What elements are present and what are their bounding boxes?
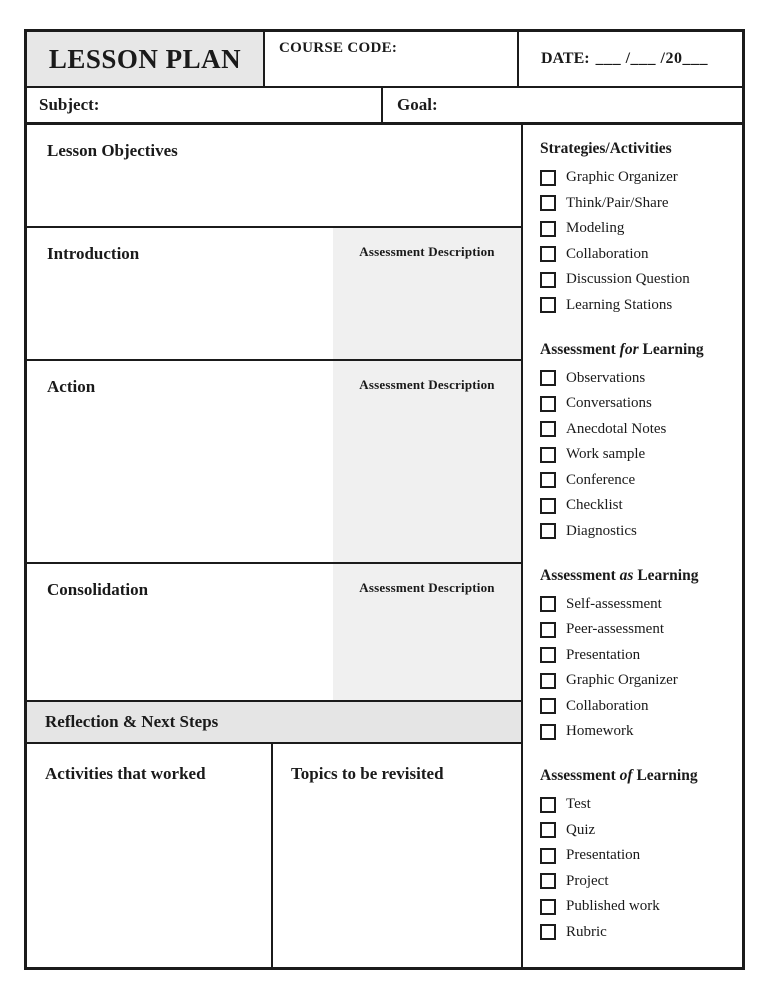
checkbox-label: Presentation <box>566 847 641 863</box>
sidebar <box>523 125 742 967</box>
checkbox-label: Published work <box>566 898 660 914</box>
checkbox[interactable] <box>540 724 556 740</box>
checkbox-label: Collaboration <box>566 245 649 262</box>
checkbox-item[interactable] <box>540 169 732 186</box>
checkbox-label: Anecdotal Notes <box>566 420 667 437</box>
checkbox-item[interactable] <box>540 497 732 514</box>
checkbox-label: Self-assessment <box>566 595 662 612</box>
lesson-objectives-section[interactable] <box>27 125 521 228</box>
assessment-for-learning-heading <box>540 341 732 359</box>
checkbox-item[interactable] <box>540 647 732 664</box>
checkbox-item[interactable] <box>540 621 732 638</box>
reflection-columns <box>27 744 521 967</box>
checkbox[interactable] <box>540 673 556 689</box>
checkbox[interactable] <box>540 421 556 437</box>
checkbox-label: Conversations <box>566 395 652 411</box>
activities-that-worked-cell[interactable] <box>27 744 273 967</box>
checkbox-label: Project <box>566 872 609 889</box>
checkbox[interactable] <box>540 647 556 663</box>
subject-cell[interactable] <box>27 88 383 122</box>
checkbox-label: Presentation <box>566 646 641 663</box>
date-label: DATE: <box>541 50 590 67</box>
reflection-next-steps-header <box>27 702 521 744</box>
page-title: LESSON PLAN <box>27 32 265 86</box>
checkbox-item[interactable] <box>540 873 732 890</box>
checkbox-item[interactable] <box>540 796 732 813</box>
checkbox-label: Modeling <box>566 220 625 236</box>
checkbox[interactable] <box>540 899 556 915</box>
checkbox[interactable] <box>540 370 556 386</box>
checkbox-item[interactable] <box>540 446 732 463</box>
checkbox-item[interactable] <box>540 246 732 263</box>
checkbox-item[interactable] <box>540 271 732 288</box>
introduction-assessment-box[interactable] <box>333 228 521 359</box>
checkbox[interactable] <box>540 523 556 539</box>
checkbox[interactable] <box>540 170 556 186</box>
consolidation-assessment-box[interactable] <box>333 564 521 700</box>
subject-label: Subject: <box>39 95 100 114</box>
checkbox-item[interactable] <box>540 421 732 438</box>
checkbox-label: Think/Pair/Share <box>566 194 669 211</box>
subject-goal-row <box>27 88 742 125</box>
checkbox[interactable] <box>540 822 556 838</box>
checkbox-item[interactable] <box>540 698 732 715</box>
checkbox-label: Test <box>566 796 591 812</box>
checkbox-label: Quiz <box>566 821 596 838</box>
checkbox-item[interactable] <box>540 395 732 412</box>
assessment-of-learning-heading <box>540 767 732 785</box>
checkbox-item[interactable] <box>540 370 732 387</box>
checkbox-item[interactable] <box>540 822 732 839</box>
heading-italic-word: of <box>619 767 633 784</box>
date-blanks: ___ /___ /20___ <box>595 50 708 67</box>
action-title: Action <box>47 377 96 396</box>
heading-italic-word: for <box>619 340 639 358</box>
course-code-cell[interactable] <box>265 32 519 86</box>
checkbox-item[interactable] <box>540 297 732 314</box>
date-cell[interactable] <box>519 32 742 86</box>
checkbox-label: Learning Stations <box>566 296 673 313</box>
checkbox-label: Collaboration <box>566 697 649 714</box>
checkbox-item[interactable] <box>540 723 732 740</box>
consolidation-title: Consolidation <box>47 580 149 599</box>
checkbox[interactable] <box>540 622 556 638</box>
heading-text: Learning <box>632 767 698 784</box>
lesson-objectives-title: Lesson Objectives <box>47 141 178 160</box>
topics-to-be-revisited-cell[interactable] <box>273 744 521 967</box>
checkbox-item[interactable] <box>540 672 732 689</box>
checkbox[interactable] <box>540 396 556 412</box>
heading-italic-word: as <box>619 566 634 584</box>
checkbox[interactable] <box>540 698 556 714</box>
form-body <box>27 125 742 967</box>
introduction-section[interactable] <box>27 228 521 361</box>
checkbox-item[interactable] <box>540 523 732 540</box>
heading-text: Assessment <box>540 767 620 784</box>
checkbox[interactable] <box>540 221 556 237</box>
heading-text: Strategies/Activities <box>540 140 672 157</box>
checkbox-item[interactable] <box>540 472 732 489</box>
strategies-activities-section <box>540 140 732 314</box>
assessment-description-label: Assessment Description <box>359 377 495 392</box>
checkbox-label: Work sample <box>566 446 646 462</box>
checkbox-item[interactable] <box>540 847 732 864</box>
heading-text: Assessment <box>540 566 620 584</box>
heading-text: Learning <box>633 566 699 584</box>
assessment-description-label: Assessment Description <box>359 244 495 259</box>
heading-text: Assessment <box>540 340 620 358</box>
course-code-label: COURSE CODE: <box>279 40 398 56</box>
checkbox[interactable] <box>540 848 556 864</box>
checkbox[interactable] <box>540 272 556 288</box>
checkbox[interactable] <box>540 596 556 612</box>
checkbox-item[interactable] <box>540 195 732 212</box>
checkbox[interactable] <box>540 246 556 262</box>
checkbox-label: Rubric <box>566 923 607 940</box>
checkbox-item[interactable] <box>540 220 732 237</box>
assessment-as-learning-section <box>540 567 732 741</box>
action-assessment-box[interactable] <box>333 361 521 562</box>
checkbox-label: Discussion Question <box>566 271 690 287</box>
lesson-plan-table <box>24 29 745 970</box>
checkbox[interactable] <box>540 797 556 813</box>
goal-label: Goal: <box>397 95 438 114</box>
activities-title: Activities that worked <box>45 764 206 783</box>
checkbox[interactable] <box>540 924 556 940</box>
checkbox-item[interactable] <box>540 924 732 941</box>
checkbox[interactable] <box>540 297 556 313</box>
checkbox[interactable] <box>540 498 556 514</box>
left-column <box>27 125 523 967</box>
action-section[interactable] <box>27 361 521 564</box>
goal-cell[interactable] <box>383 88 742 122</box>
assessment-of-learning-section <box>540 767 732 941</box>
assessment-description-label: Assessment Description <box>359 580 495 595</box>
assessment-as-learning-heading <box>540 567 732 585</box>
checkbox[interactable] <box>540 873 556 889</box>
introduction-title: Introduction <box>47 244 140 263</box>
consolidation-section[interactable] <box>27 564 521 702</box>
checkbox-label: Checklist <box>566 497 623 513</box>
reflection-title: Reflection & Next Steps <box>45 712 219 731</box>
strategies-activities-heading <box>540 140 732 158</box>
checkbox[interactable] <box>540 195 556 211</box>
header-row <box>27 32 742 88</box>
checkbox-label: Diagnostics <box>566 522 637 539</box>
checkbox-item[interactable] <box>540 596 732 613</box>
checkbox-label: Graphic Organizer <box>566 169 678 185</box>
assessment-for-learning-section <box>540 341 732 540</box>
checkbox-label: Homework <box>566 723 634 739</box>
checkbox-label: Peer-assessment <box>566 621 665 637</box>
checkbox-item[interactable] <box>540 898 732 915</box>
checkbox[interactable] <box>540 472 556 488</box>
checkbox-label: Conference <box>566 471 636 488</box>
checkbox[interactable] <box>540 447 556 463</box>
topics-title: Topics to be revisited <box>291 764 444 783</box>
checkbox-label: Graphic Organizer <box>566 672 678 688</box>
heading-text: Learning <box>638 340 704 358</box>
checkbox-label: Observations <box>566 369 646 386</box>
